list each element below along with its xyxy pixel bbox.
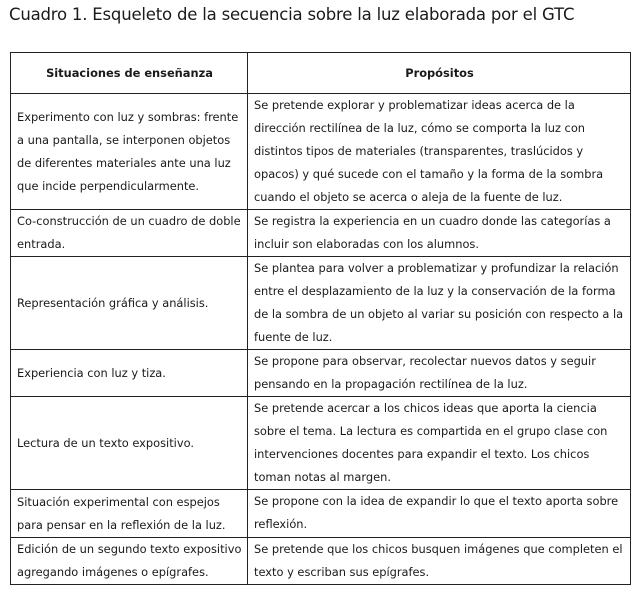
purpose-cell: Se pretende explorar y problematizar ideas acerca de la dirección rectilínea de la luz, cómo se comporta la luz con distintos tipos de materiales (transparentes, traslúcidos y opacos) y qué sucede con el tamaño y la forma de la sombra cuando el objeto se acerca o aleja de la fuente de luz.	[248, 94, 631, 210]
situation-cell: Co-construcción de un cuadro de doble entrada.	[11, 210, 248, 257]
situation-cell: Lectura de un texto expositivo.	[11, 397, 248, 490]
table-row	[11, 257, 631, 350]
purpose-cell: Se registra la experiencia en un cuadro donde las categorías a incluir son elaboradas con los alumnos.	[248, 210, 631, 257]
table-header-row	[11, 53, 631, 94]
table-row	[11, 490, 631, 538]
purpose-cell: Se propone con la idea de expandir lo que el texto aporta sobre reflexión.	[248, 490, 631, 538]
situation-cell: Situación experimental con espejos para pensar en la reflexión de la luz.	[11, 490, 248, 538]
purpose-cell: Se propone para observar, recolectar nuevos datos y seguir pensando en la propagación rectilínea de la luz.	[248, 350, 631, 397]
table-row	[11, 210, 631, 257]
table-row	[11, 94, 631, 210]
situation-cell: Experiencia con luz y tiza.	[11, 350, 248, 397]
header-situations: Situaciones de enseñanza	[11, 53, 248, 94]
table-row	[11, 538, 631, 585]
header-purposes: Propósitos	[248, 53, 631, 94]
situation-cell: Representación gráfica y análisis.	[11, 257, 248, 350]
sequence-table	[10, 52, 631, 585]
purpose-cell: Se pretende acercar a los chicos ideas que aporta la ciencia sobre el tema. La lectura es compartida en el grupo clase con intervenciones docentes para expandir el texto. Los chicos toman notas al margen.	[248, 397, 631, 490]
situation-cell: Edición de un segundo texto expositivo agregando imágenes o epígrafes.	[11, 538, 248, 585]
purpose-cell: Se plantea para volver a problematizar y profundizar la relación entre el desplazamiento de la luz y la conservación de la forma de la sombra de un objeto al variar su posición con respecto a la fuente de luz.	[248, 257, 631, 350]
purpose-cell: Se pretende que los chicos busquen imágenes que completen el texto y escriban sus epígrafes.	[248, 538, 631, 585]
situation-cell: Experimento con luz y sombras: frente a una pantalla, se interponen objetos de diferentes materiales ante una luz que incide perpendicularmente.	[11, 94, 248, 210]
table-row	[11, 397, 631, 490]
table-caption: Cuadro 1. Esqueleto de la secuencia sobre la luz elaborada por el GTC	[9, 5, 575, 24]
table-row	[11, 350, 631, 397]
